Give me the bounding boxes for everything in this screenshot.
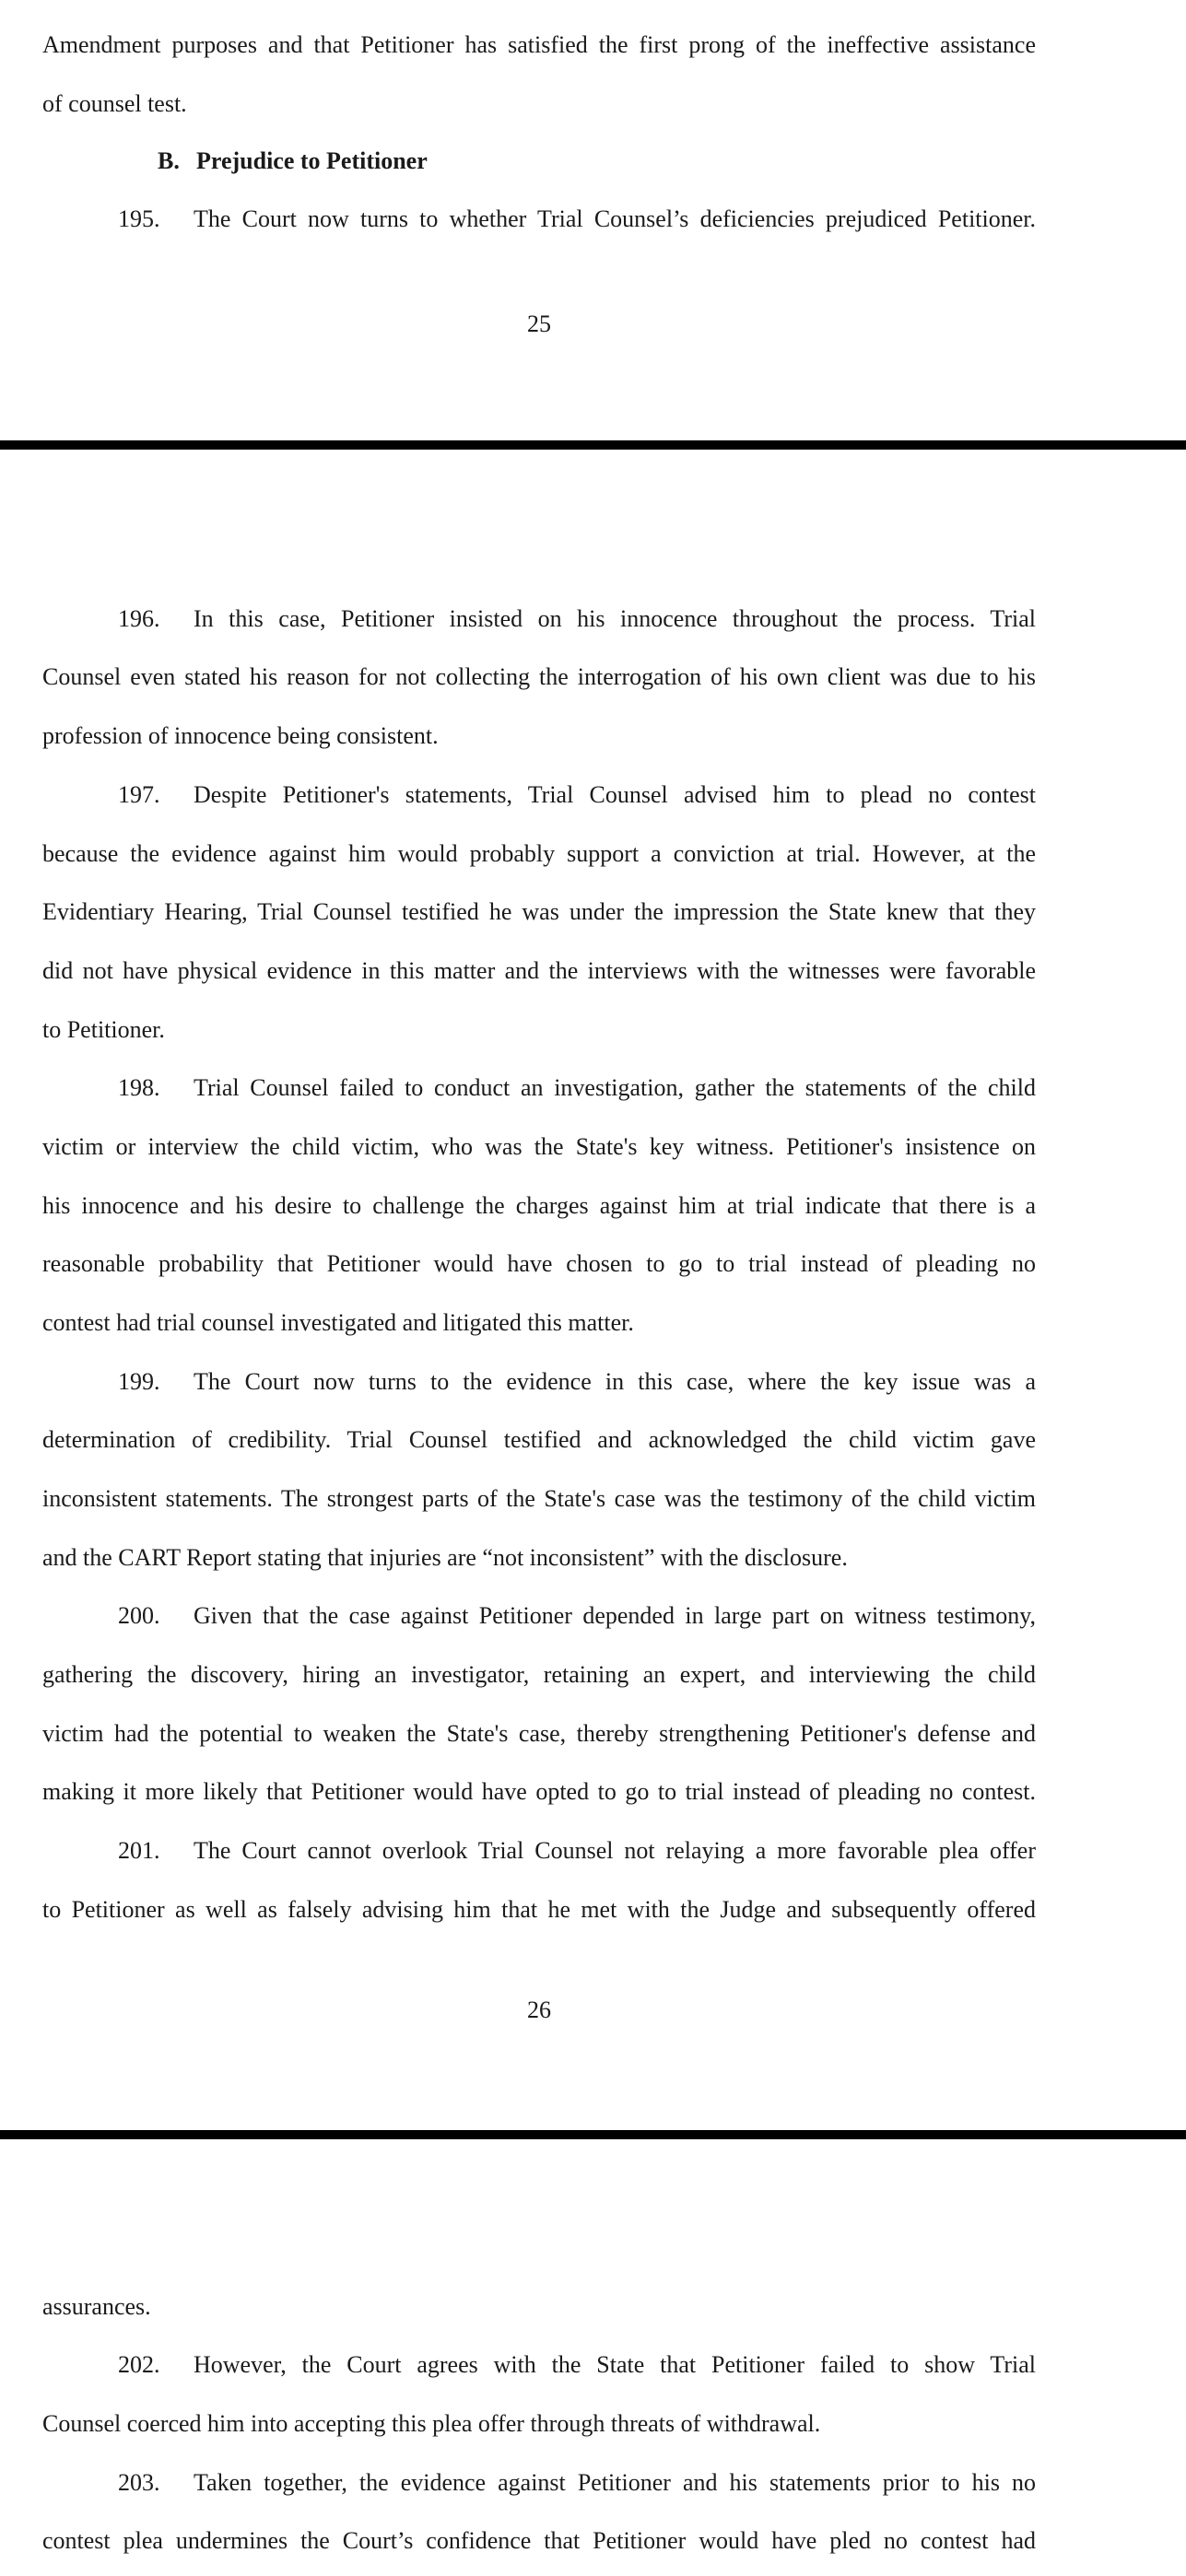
paragraph-text: Trial Counsel failed to conduct an investigation, gather the statements of the child	[194, 1074, 1036, 1101]
body-text-line: victim or interview the child victim, who was the State's key witness. Petitioner's insistence on	[42, 1133, 1036, 1160]
paragraph-202	[118, 2349, 1036, 2381]
body-text-line: contest had trial counsel investigated and litigated this matter.	[42, 1309, 634, 1336]
body-text-line: to Petitioner as well as falsely advising him that he met with the Judge and subsequently offered	[42, 1896, 1036, 1923]
paragraph-201	[118, 1835, 1036, 1867]
paragraph-number: 200.	[118, 1602, 160, 1629]
body-text-line: making it more likely that Petitioner would have opted to go to trial instead of pleading no contest.	[42, 1778, 1036, 1805]
paragraph-text: However, the Court agrees with the State that Petitioner failed to show Trial	[194, 2351, 1036, 2378]
paragraph-text: The Court now turns to whether Trial Counsel’s deficiencies prejudiced Petitioner.	[194, 205, 1036, 232]
paragraph-text: Taken together, the evidence against Petitioner and his statements prior to his no	[194, 2469, 1036, 2496]
paragraph-number: 196.	[118, 605, 160, 632]
body-text-line: his innocence and his desire to challenge the charges against him at trial indicate that there is a	[42, 1192, 1036, 1219]
body-text-line: Amendment purposes and that Petitioner has satisfied the first prong of the ineffective assistance	[42, 31, 1036, 58]
paragraph-text: Despite Petitioner's statements, Trial Counsel advised him to plead no contest	[194, 781, 1036, 808]
page-separator	[0, 440, 1186, 450]
paragraph-number: 199.	[118, 1368, 160, 1395]
page-separator	[0, 2130, 1186, 2139]
paragraph-200	[118, 1600, 1036, 1632]
paragraph-number: 201.	[118, 1837, 160, 1864]
paragraph-number: 203.	[118, 2469, 160, 2496]
paragraph-text: The Court now turns to the evidence in this case, where the key issue was a	[194, 1368, 1036, 1395]
body-text-line: gathering the discovery, hiring an investigator, retaining an expert, and interviewing the child	[42, 1661, 1036, 1688]
paragraph-text: In this case, Petitioner insisted on his innocence throughout the process. Trial	[194, 605, 1036, 632]
paragraph-text: The Court cannot overlook Trial Counsel not relaying a more favorable plea offer	[194, 1837, 1036, 1864]
body-text-line: and the CART Report stating that injuries are “not inconsistent” with the disclosure.	[42, 1544, 848, 1571]
body-text-line: Counsel coerced him into accepting this plea offer through threats of withdrawal.	[42, 2410, 821, 2437]
body-text-line: to Petitioner.	[42, 1016, 165, 1043]
body-text-line: profession of innocence being consistent.	[42, 722, 439, 749]
body-text-line: determination of credibility. Trial Counsel testified and acknowledged the child victim gave	[42, 1426, 1036, 1453]
paragraph-198	[118, 1072, 1036, 1104]
body-text-line: assurances.	[42, 2293, 151, 2320]
section-heading-text: Prejudice to Petitioner	[196, 147, 428, 174]
paragraph-199	[118, 1366, 1036, 1398]
paragraph-195	[118, 204, 1036, 235]
page-number: 25	[527, 310, 551, 337]
section-heading	[158, 146, 428, 177]
paragraph-number: 198.	[118, 1074, 160, 1101]
body-text-line: contest plea undermines the Court’s confidence that Petitioner would have pled no contest had	[42, 2527, 1036, 2554]
section-heading-label: B.	[158, 147, 180, 174]
body-text-line: did not have physical evidence in this matter and the interviews with the witnesses were favorable	[42, 957, 1036, 984]
body-text-line: reasonable probability that Petitioner would have chosen to go to trial instead of pleading no	[42, 1250, 1036, 1277]
body-text-line: because the evidence against him would probably support a conviction at trial. However, at the	[42, 840, 1036, 867]
paragraph-number: 197.	[118, 781, 160, 808]
paragraph-203	[118, 2467, 1036, 2499]
body-text-line: inconsistent statements. The strongest parts of the State's case was the testimony of the child victim	[42, 1485, 1036, 1512]
body-text-line: Counsel even stated his reason for not collecting the interrogation of his own client was due to his	[42, 663, 1036, 690]
body-text-line: of counsel test.	[42, 90, 187, 117]
paragraph-197	[118, 779, 1036, 811]
paragraph-text: Given that the case against Petitioner depended in large part on witness testimony,	[194, 1602, 1036, 1629]
paragraph-number: 195.	[118, 205, 160, 232]
paragraph-196	[118, 603, 1036, 635]
paragraph-number: 202.	[118, 2351, 160, 2378]
body-text-line: victim had the potential to weaken the State's case, thereby strengthening Petitioner's defense and	[42, 1720, 1036, 1747]
body-text-line: Evidentiary Hearing, Trial Counsel testified he was under the impression the State knew that they	[42, 898, 1036, 925]
page-number: 26	[527, 1996, 551, 2023]
